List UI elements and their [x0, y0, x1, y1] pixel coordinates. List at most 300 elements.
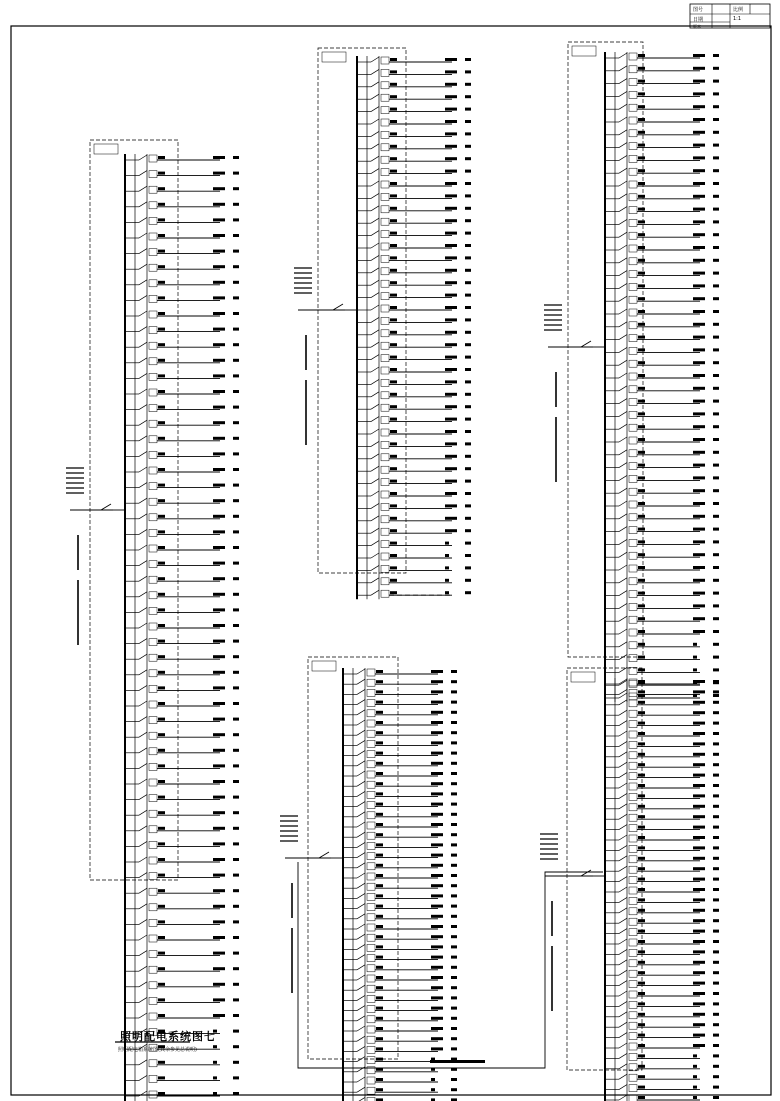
phase-text	[451, 741, 457, 744]
phase-text	[713, 909, 719, 912]
phase-text	[713, 982, 719, 985]
circuit-row	[605, 877, 719, 884]
circuit-breaker-symbol	[619, 578, 627, 583]
circuit-id-text	[390, 83, 397, 86]
phase-text	[451, 976, 457, 979]
main-breaker-symbol	[319, 852, 329, 858]
rcd-box	[629, 322, 637, 329]
circuit-breaker-symbol	[619, 1033, 627, 1038]
circuit-breaker-symbol	[357, 720, 365, 725]
load-text	[431, 833, 443, 836]
rcd-box	[367, 893, 375, 900]
phase-text	[713, 878, 719, 881]
circuit-breaker-symbol	[371, 293, 379, 298]
rcd-box	[629, 741, 637, 748]
circuit-row	[605, 514, 719, 521]
phase-text	[451, 1007, 457, 1010]
circuit-id-text	[376, 915, 383, 918]
circuit-breaker-symbol	[619, 783, 627, 788]
load-text	[693, 630, 705, 633]
load-text	[213, 546, 225, 549]
circuit-row	[605, 373, 719, 380]
circuit-row	[125, 483, 239, 490]
circuit-breaker-symbol	[139, 873, 147, 878]
rcd-box	[381, 107, 389, 114]
rcd-box	[149, 826, 157, 833]
circuit-id-text	[376, 680, 383, 683]
load-text	[693, 1086, 697, 1089]
circuit-breaker-symbol	[619, 752, 627, 757]
circuit-id-text	[638, 54, 645, 57]
phase-text	[465, 380, 471, 383]
circuit-row	[125, 451, 239, 458]
load-text	[213, 920, 225, 923]
phase-text	[233, 359, 239, 362]
phase-text	[713, 579, 719, 582]
rcd-box	[629, 897, 637, 904]
load-text	[445, 331, 457, 334]
phase-text	[713, 826, 719, 829]
circuit-id-text	[390, 480, 397, 483]
rcd-box	[629, 143, 637, 150]
rcd-box	[629, 804, 637, 811]
load-text	[693, 604, 705, 607]
circuit-row	[605, 411, 719, 418]
circuit-row	[343, 863, 457, 870]
circuit-id-text	[638, 489, 645, 492]
circuit-row	[343, 700, 457, 707]
circuit-id-text	[376, 711, 383, 714]
rcd-box	[149, 701, 157, 708]
circuit-id-text	[638, 336, 645, 339]
circuit-row	[357, 268, 471, 275]
circuit-breaker-symbol	[139, 919, 147, 924]
circuit-id-text	[376, 782, 383, 785]
load-text	[213, 858, 225, 861]
circuit-breaker-symbol	[619, 360, 627, 365]
circuit-breaker-symbol	[139, 763, 147, 768]
circuit-breaker-symbol	[139, 670, 147, 675]
circuit-breaker-symbol	[357, 1016, 365, 1021]
rcd-box	[149, 514, 157, 521]
circuit-row	[125, 795, 239, 802]
circuit-breaker-symbol	[371, 156, 379, 161]
circuit-breaker-symbol	[619, 91, 627, 96]
circuit-row	[605, 629, 719, 636]
rcd-box	[629, 721, 637, 728]
load-text	[693, 540, 705, 543]
rcd-box	[629, 1022, 637, 1029]
load-text	[445, 58, 457, 61]
circuit-row	[605, 66, 719, 73]
rcd-box	[367, 934, 375, 941]
circuit-row	[605, 194, 719, 201]
phase-text	[713, 54, 719, 57]
circuit-breaker-symbol	[619, 700, 627, 705]
circuit-breaker-symbol	[619, 219, 627, 224]
circuit-id-text	[638, 826, 645, 829]
load-text	[213, 234, 225, 237]
phase-text	[713, 489, 719, 492]
circuit-id-text	[390, 430, 397, 433]
load-text	[213, 499, 225, 502]
circuit-id-text	[638, 592, 645, 595]
phase-text	[451, 1017, 457, 1020]
phase-text	[233, 749, 239, 752]
circuit-id-text	[638, 169, 645, 172]
rcd-box	[149, 280, 157, 287]
rcd-box	[629, 437, 637, 444]
circuit-id-text	[390, 318, 397, 321]
circuit-row	[605, 929, 719, 936]
phase-text	[233, 1030, 239, 1033]
circuit-row	[605, 143, 719, 150]
circuit-id-text	[158, 234, 165, 237]
circuit-breaker-symbol	[619, 825, 627, 830]
panel-c-group	[544, 42, 719, 702]
rcd-box	[367, 1046, 375, 1053]
circuit-id-text	[376, 843, 383, 846]
rcd-box	[629, 929, 637, 936]
load-text	[693, 195, 705, 198]
circuit-row	[357, 466, 471, 473]
circuit-id-text	[376, 1078, 383, 1081]
circuit-breaker-symbol	[139, 342, 147, 347]
circuit-breaker-symbol	[619, 232, 627, 237]
load-text	[213, 1076, 217, 1079]
phase-text	[451, 843, 457, 846]
circuit-id-text	[158, 390, 165, 393]
phase-text	[713, 971, 719, 974]
circuit-id-text	[376, 976, 383, 979]
phase-text	[233, 1092, 239, 1095]
load-text	[431, 711, 443, 714]
phase-text	[713, 1065, 719, 1068]
phase-text	[451, 752, 457, 755]
circuit-row	[343, 1046, 457, 1053]
circuit-breaker-symbol	[357, 679, 365, 684]
load-text	[445, 219, 457, 222]
load-text	[693, 259, 705, 262]
load-text	[693, 131, 705, 134]
circuit-row	[605, 578, 719, 585]
load-text	[431, 670, 443, 673]
phase-text	[465, 170, 471, 173]
phase-text	[713, 540, 719, 543]
circuit-id-text	[158, 312, 165, 315]
rcd-box	[149, 545, 157, 552]
circuit-id-text	[376, 1037, 383, 1040]
circuit-id-text	[158, 156, 165, 159]
rcd-box	[367, 965, 375, 972]
rcd-box	[629, 877, 637, 884]
rcd-box	[367, 863, 375, 870]
circuit-breaker-symbol	[619, 642, 627, 647]
circuit-id-text	[376, 864, 383, 867]
phase-text	[233, 421, 239, 424]
phase-text	[713, 794, 719, 797]
circuit-row	[605, 866, 719, 873]
load-text	[431, 813, 443, 816]
circuit-breaker-symbol	[357, 781, 365, 786]
rcd-box	[629, 194, 637, 201]
circuit-id-text	[390, 145, 397, 148]
rcd-box	[367, 791, 375, 798]
load-text	[693, 961, 705, 964]
phase-text	[233, 998, 239, 1001]
circuit-row	[125, 186, 239, 193]
circuit-id-text	[158, 952, 165, 955]
circuit-row	[343, 669, 457, 676]
circuit-row	[605, 399, 719, 406]
phase-text	[465, 492, 471, 495]
circuit-id-text	[638, 753, 645, 756]
phase-text	[713, 898, 719, 901]
rcd-box	[149, 779, 157, 786]
rcd-box	[367, 1036, 375, 1043]
phase-text	[451, 782, 457, 785]
circuit-breaker-symbol	[619, 949, 627, 954]
circuit-row	[125, 717, 239, 724]
circuit-breaker-symbol	[357, 863, 365, 868]
circuit-breaker-symbol	[371, 355, 379, 360]
phase-text	[465, 318, 471, 321]
circuit-breaker-symbol	[619, 856, 627, 861]
load-text	[213, 390, 225, 393]
panel-tag-box	[572, 46, 596, 56]
circuit-breaker-symbol	[139, 623, 147, 628]
load-text	[693, 374, 705, 377]
circuit-row	[605, 591, 719, 598]
load-text	[693, 1013, 705, 1016]
load-text	[431, 823, 443, 826]
circuit-id-text	[390, 356, 397, 359]
circuit-id-text	[158, 530, 165, 533]
circuit-breaker-symbol	[619, 1001, 627, 1006]
rcd-box	[367, 883, 375, 890]
circuit-row	[605, 825, 719, 832]
phase-text	[465, 95, 471, 98]
phase-text	[713, 690, 719, 693]
load-text	[213, 577, 225, 580]
circuit-row	[357, 417, 471, 424]
phase-text	[713, 156, 719, 159]
rcd-box	[629, 79, 637, 86]
load-text	[693, 826, 705, 829]
circuit-id-text	[158, 1014, 165, 1017]
phase-text	[451, 803, 457, 806]
circuit-breaker-symbol	[139, 982, 147, 987]
circuit-breaker-symbol	[619, 1074, 627, 1079]
rcd-box	[381, 553, 389, 560]
circuit-breaker-symbol	[619, 155, 627, 160]
phase-text	[713, 1096, 719, 1099]
rcd-box	[629, 616, 637, 623]
drawing-title: 照明配电系统图七	[120, 1030, 216, 1043]
circuit-row	[125, 436, 239, 443]
rcd-box	[629, 130, 637, 137]
circuit-breaker-symbol	[619, 437, 627, 442]
phase-text	[713, 1013, 719, 1016]
circuit-id-text	[638, 732, 645, 735]
circuit-row	[605, 475, 719, 482]
load-text	[213, 265, 225, 268]
spare-circuit-row	[357, 553, 471, 560]
phase-text	[713, 867, 719, 870]
circuit-id-text	[638, 805, 645, 808]
rcd-box	[629, 700, 637, 707]
circuit-row	[605, 527, 719, 534]
phase-text	[713, 742, 719, 745]
circuit-breaker-symbol	[619, 271, 627, 276]
circuit-row	[125, 982, 239, 989]
circuit-id-text	[158, 764, 165, 767]
load-text	[445, 579, 449, 582]
circuit-breaker-symbol	[371, 379, 379, 384]
phase-text	[713, 680, 719, 683]
load-text	[213, 983, 225, 986]
circuit-row	[357, 206, 471, 213]
load-text	[693, 668, 697, 671]
circuit-id-text	[390, 244, 397, 247]
load-text	[693, 794, 705, 797]
circuit-breaker-symbol	[139, 186, 147, 191]
circuit-breaker-symbol	[357, 802, 365, 807]
circuit-breaker-symbol	[619, 655, 627, 660]
phase-text	[451, 823, 457, 826]
load-text	[445, 343, 457, 346]
circuit-row	[125, 327, 239, 334]
circuit-breaker-symbol	[619, 981, 627, 986]
phase-text	[451, 905, 457, 908]
circuit-row	[343, 720, 457, 727]
circuit-row	[125, 420, 239, 427]
circuit-breaker-symbol	[619, 866, 627, 871]
circuit-breaker-symbol	[139, 295, 147, 300]
phase-text	[451, 925, 457, 928]
load-text	[213, 593, 225, 596]
circuit-id-text	[638, 1034, 645, 1037]
rcd-box	[629, 463, 637, 470]
load-text	[445, 492, 457, 495]
circuit-breaker-symbol	[371, 94, 379, 99]
circuit-breaker-symbol	[619, 527, 627, 532]
rcd-box	[629, 296, 637, 303]
circuit-row	[605, 258, 719, 265]
circuit-row	[605, 117, 719, 124]
circuit-id-text	[638, 1002, 645, 1005]
circuit-breaker-symbol	[619, 411, 627, 416]
phase-text	[713, 630, 719, 633]
circuit-row	[605, 970, 719, 977]
circuit-id-text	[638, 502, 645, 505]
load-text	[431, 1007, 443, 1010]
phase-text	[713, 220, 719, 223]
load-text	[693, 80, 705, 83]
load-text	[693, 553, 705, 556]
rcd-box	[381, 516, 389, 523]
phase-text	[451, 711, 457, 714]
circuit-id-text	[638, 1075, 645, 1078]
phase-text	[713, 144, 719, 147]
circuit-breaker-symbol	[139, 202, 147, 207]
circuit-row	[343, 873, 457, 880]
rcd-box	[381, 119, 389, 126]
circuit-id-text	[390, 256, 397, 259]
load-text	[445, 70, 457, 73]
rcd-box	[629, 970, 637, 977]
load-text	[693, 732, 705, 735]
spare-circuit-row	[605, 1074, 719, 1081]
rcd-box	[629, 539, 637, 546]
circuit-row	[343, 883, 457, 890]
circuit-breaker-symbol	[619, 1043, 627, 1048]
circuit-breaker-symbol	[371, 69, 379, 74]
rcd-box	[629, 1033, 637, 1040]
rcd-box	[629, 335, 637, 342]
circuit-breaker-symbol	[139, 826, 147, 831]
circuit-breaker-symbol	[619, 501, 627, 506]
rcd-box	[629, 856, 637, 863]
panel-tag-box	[312, 661, 336, 671]
circuit-id-text	[638, 528, 645, 531]
circuit-row	[605, 939, 719, 946]
circuit-id-text	[638, 412, 645, 415]
circuit-breaker-symbol	[139, 1060, 147, 1065]
rcd-box	[367, 873, 375, 880]
rcd-box	[381, 169, 389, 176]
rcd-box	[367, 1016, 375, 1023]
circuit-row	[605, 981, 719, 988]
rcd-box	[367, 1057, 375, 1064]
load-text	[431, 1088, 435, 1091]
rcd-box	[629, 793, 637, 800]
phase-text	[713, 888, 719, 891]
rcd-box	[367, 720, 375, 727]
circuit-breaker-symbol	[619, 143, 627, 148]
circuit-id-text	[638, 438, 645, 441]
rcd-box	[629, 399, 637, 406]
circuit-row	[125, 873, 239, 880]
load-text	[431, 884, 443, 887]
phase-text	[713, 246, 719, 249]
rcd-box	[149, 295, 157, 302]
phase-text	[233, 780, 239, 783]
rcd-box	[629, 591, 637, 598]
load-text	[213, 359, 225, 362]
rcd-box	[629, 283, 637, 290]
phase-text	[465, 467, 471, 470]
phase-text	[713, 1054, 719, 1057]
circuit-breaker-symbol	[371, 305, 379, 310]
load-text	[213, 156, 225, 159]
circuit-breaker-symbol	[371, 131, 379, 136]
circuit-breaker-symbol	[619, 117, 627, 122]
rcd-box	[629, 603, 637, 610]
load-text	[693, 1065, 697, 1068]
phase-text	[465, 157, 471, 160]
rcd-box	[149, 670, 157, 677]
circuit-row	[357, 82, 471, 89]
circuit-breaker-symbol	[619, 194, 627, 199]
circuit-row	[357, 243, 471, 250]
circuit-id-text	[638, 361, 645, 364]
load-text	[693, 898, 705, 901]
load-text	[693, 323, 705, 326]
rcd-box	[629, 245, 637, 252]
phase-text	[465, 256, 471, 259]
circuit-row	[605, 949, 719, 956]
